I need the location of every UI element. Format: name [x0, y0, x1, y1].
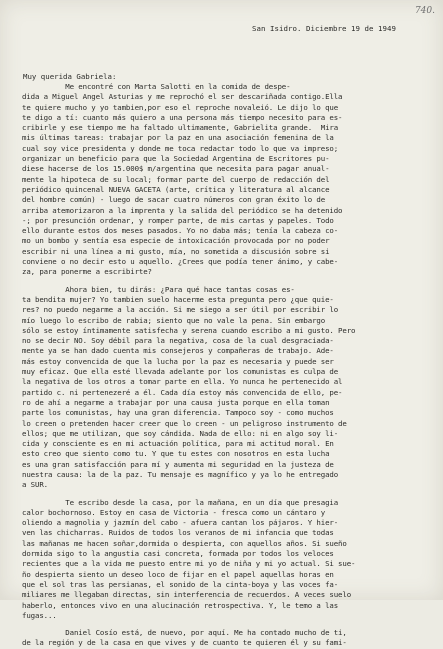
letter-line: res? no puedo negarme a la acción. Si me siego a ser útil por escribir lo — [22, 305, 339, 315]
letter-line: miliares me llegaban directas, sin interferencia de recuerdos. A veces suelo — [22, 590, 352, 600]
letter-line: Me encontré con Marta Salotti en la comida de despe- — [22, 82, 291, 91]
letter-line: la negativa de los otros a tomar parte en ella. Yo nunca he pertenecido al — [22, 377, 343, 387]
letter-line: te digo a tí: cuanto más quiero a una persona más tiempo necesito para es- — [22, 112, 343, 122]
letter-line: mente ya se han dado cuenta mis consejeros y compañeras de trabajo. Ade- — [22, 346, 334, 356]
letter-line: las mañanas me hacen soñar,dormida o despierta, con aquellos años. Si sueño — [22, 538, 347, 548]
letter-line: mis últimas tareas: trabajar por la paz en una asociación femenina de la — [22, 133, 334, 143]
letter-line: mente la hipoteca de su local; formar parte del cuerpo de redacción del — [22, 174, 330, 184]
letter-paragraph — [22, 285, 442, 491]
letter-body — [22, 82, 442, 649]
letter-line: Ahora bien, tu dirás: ¿Para qué hace tantas cosas es- — [22, 284, 295, 294]
letter-line: ro de ahí a negarme a trabajar por una causa justa porque en ella toman — [22, 397, 330, 407]
letter-line: organizar un beneficio para que la Sociedad Argentina de Escritores pu- — [22, 154, 330, 164]
page-number: 740. — [414, 6, 435, 16]
letter-line: cribirle y ese tiempo me ha faltado ultimamente, Gabrielita grande. Mira — [22, 123, 339, 133]
letter-line: te quiere mucho y yo tambien,por eso el reproche novaleió. Le dijo lo que — [22, 102, 339, 112]
letter-line: Te escribo desde la casa, por la mañana, en un día que presagia — [22, 497, 339, 507]
letter-line: nuestra causa: la de la paz. Tu mensaje es magnífico y ya lo he entregado — [22, 469, 339, 479]
letter-line: escribir ni una línea a mi gusto, mía, no sometida a discusión sobre si — [22, 246, 330, 256]
letter-line: mo un bombo y sentía esa especie de intoxicación provocada por no poder — [22, 236, 330, 246]
letter-line: cual soy vice presidenta y donde me toca redactar todo lo que va impreso; — [22, 143, 339, 153]
letter-dateline: San Isidro. Diciembre 19 de 1949 — [252, 24, 396, 33]
letter-line: dida a Miguel Angel Asturias y me reprochó el ser descariñada contigo.Ella — [22, 92, 343, 102]
letter-line: periódico quincenal NUEVA GACETA (arte, crítica y literatura al alcance — [22, 184, 330, 194]
letter-line: ño despierta siento un deseo loco de fijar en el papel aquellas horas en — [22, 569, 334, 579]
letter-line: lo creen o pretenden hacer creer que lo creen - un peligroso instrumento de — [22, 418, 347, 428]
letter-line: del hombre común) - luego de sacar cuatro números con gran éxito lo de — [22, 195, 326, 205]
letter-line: ellos; que me utilizan, que soy cándida. Nada de ello: ni en algo soy li- — [22, 428, 339, 438]
letter-line: haberlo, entonces vivo en una alucinación retrospectiva. Y, le temo a las — [22, 600, 339, 610]
letter-paragraph — [22, 82, 442, 278]
letter-line: dormida sigo to la angustia casi concreta, formada por todos los veloces — [22, 549, 334, 559]
letter-line: ven las chicharras. Ruidos de todos los veranos de mi infancia que todas — [22, 528, 334, 538]
letter-line: za, para ponerme a escribirte? — [22, 267, 152, 277]
letter-line: a SUR. — [22, 480, 48, 490]
letter-salutation: Muy querida Gabriela: — [23, 72, 117, 81]
letter-line: Daniel Cosío está, de nuevo, por aquí. Me ha contado mucho de ti, — [22, 628, 347, 638]
letter-line: mío luego lo escribo de rabia; siento que no vale la pena. Sin embargo — [22, 315, 326, 325]
letter-line: parte los comunistas, hay una gran diferencia. Tampoco soy - como muchos — [22, 408, 334, 418]
letter-line: no se decir NO. Soy débil para la negativa, cosa de la cual desgraciada- — [22, 336, 334, 346]
letter-line: esto creo que siento como tu. Y que tu estes con nosotros en esta lucha — [22, 449, 330, 459]
letter-line: cida y consciente es en mi actuación política, para mi actitud moral. En — [22, 439, 334, 449]
letter-paragraph — [22, 628, 442, 649]
letter-line: sólo se estoy íntimamente satisfecha y serena cuando escribo a mi gusto. Pero — [22, 325, 356, 335]
letter-line: -; por presunción ordenar, y romper parte, de mis cartas y papeles. Todo — [22, 215, 334, 225]
letter-paragraph — [22, 498, 442, 622]
letter-line: ta bendita mujer? Yo tambien suelo hacerme esta pregunta pero ¿que quie- — [22, 294, 334, 304]
letter-line: recientes que a la vida me puesto entre mi yo de niña y mi yo actual. Si sue- — [22, 559, 356, 569]
letter-line: conviene o no decir esto u aquello. ¿Crees que podía tener ánimo, y cabe- — [22, 257, 339, 267]
letter-line: diese hacerse de los 15.000$ m/argentina que necesita para pagar anual- — [22, 164, 330, 174]
letter-line: ello durante estos dos meses pasados. Yo no daba más; tenía la cabeza co- — [22, 226, 339, 236]
letter-line: calor bochornoso. Estoy en casa de Victoria - fresca como un cántaro y — [22, 507, 326, 517]
letter-line: fugas... — [22, 610, 57, 620]
letter-line: arriba atemorizaron a la imprenta y la salida del periódico se ha detenido — [22, 205, 343, 215]
letter-line: de la región y de la casa en que vives y de cuanto te quieren él y su fami- — [22, 638, 347, 648]
letter-line: partido c. ni pertenezeré a él. Cada día estoy más convencida de ello, pe- — [22, 387, 343, 397]
letter-line: es una gran satisfacción para mí y aumenta mi seguridad en la justeza de — [22, 459, 334, 469]
letter-line: muy eficaz. Que ella esté llevada adelante por los comunistas es culpa de — [22, 367, 339, 377]
letter-line: más estoy convencida de que la lucha por la paz es necesaria y puede ser — [22, 356, 334, 366]
letter-line: que el sol tras las persianas, el sonido de la cinta-boya y las voces fa- — [22, 579, 339, 589]
letter-line: oliendo a magnolia y jazmín del cabo - afuera cantan los pájaros. Y hier- — [22, 518, 339, 528]
